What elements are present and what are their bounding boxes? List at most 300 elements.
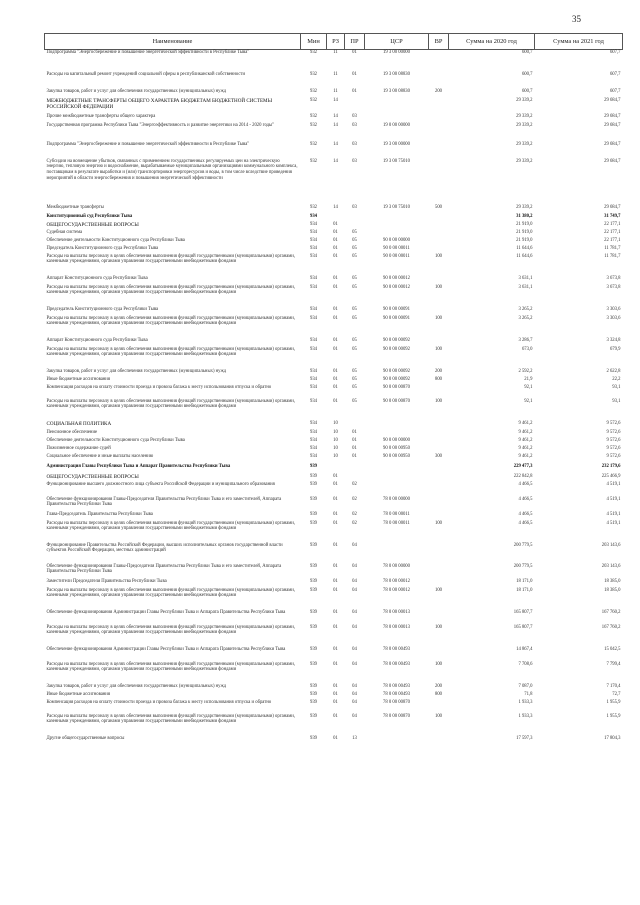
row-pr-cell: 04 [352, 578, 357, 584]
row-vr-cell [429, 159, 449, 205]
row-name-cell: Закупка товаров, работ и услуг для обеспечения государственных (муниципальных) нужд [46, 88, 227, 94]
row-rz-cell: 14 [333, 158, 338, 164]
row-sum-2020-cell: 29 339,2 [516, 158, 533, 164]
row-sum-2020-cell: 29 339,2 [516, 113, 533, 119]
row-sum-2020-cell: 1 933,3 [518, 699, 533, 705]
row-csr-cell: 90 0 00 00091 [383, 306, 410, 312]
row-name-cell: Иные бюджетные ассигнования [46, 376, 110, 382]
row-rz-cell: 01 [333, 284, 338, 290]
row-vr-cell [429, 114, 449, 123]
row-vr-cell [429, 142, 449, 159]
row-vr-cell: 800 [434, 376, 443, 382]
row-rz-cell: 01 [333, 609, 338, 615]
row-csr-cell: 19 3 00 08830 [383, 71, 410, 77]
row-name-cell: Субсидии на возмещение убытков, связанных с применением государственных регулируемых цен на электрическую энергию, тепловую энергию и водоснабжение, вырабатываемые муниципальными организациями коммунального комплекса, поставщикам в результате выработки и (или) транспортировки энергоресурсов и воды, в том числе вследствие проведения мероприятий в области энергосбережения и повышения энергетической эффективности [46, 158, 298, 182]
row-vr-cell [429, 50, 449, 72]
row-csr-cell [365, 474, 429, 482]
row-name-cell: Государственная программа Республики Тыва "Энергоэффективность и развитие энергетики на 2014 - 2020 годы" [46, 122, 275, 128]
row-rz-cell: 01 [333, 563, 338, 569]
table-row [45, 98, 623, 114]
row-pr-cell: 04 [352, 691, 357, 697]
row-sum-2021-cell: 167 760,2 [601, 609, 621, 615]
row-min-cell: 939 [309, 699, 318, 705]
row-sum-2021-cell: 22 177,1 [604, 229, 621, 235]
row-pr-cell: 02 [352, 496, 357, 502]
row-sum-2021-cell: 607,7 [609, 50, 621, 55]
row-sum-2021-cell: 607,7 [609, 71, 621, 77]
row-min-cell: 932 [309, 122, 318, 128]
row-sum-2020-cell: 200 779,5 [513, 563, 533, 569]
row-name-cell: Функционирование высшего должностного лица субъекта Российской Федерации и муниципального образования [46, 481, 275, 487]
row-pr-cell: 05 [352, 275, 357, 281]
row-sum-2020-cell: 3 286,7 [518, 337, 533, 343]
row-name-cell: Функционирование Правительства Российской Федерации, высших исполнительных органов государственной власти субъектов Российской Федерации, местных администраций [46, 542, 283, 554]
row-name-cell: Компенсация расходов на оплату стоимости проезда и провоза багажа к месту использования отпуска и обратно [46, 384, 272, 390]
row-min-cell: 939 [309, 646, 318, 652]
row-sum-2021-cell: 3 324,8 [606, 337, 621, 343]
row-sum-2021-cell: 3 303,6 [606, 306, 621, 312]
row-vr-cell [429, 222, 449, 230]
row-min-cell: 939 [309, 661, 318, 667]
row-vr-cell [429, 497, 449, 512]
row-name-cell: Обеспечение функционирования Главы-Председателя Правительства Республики Тыва и его заместителей, Аппарата Правительства Республики Тыва [46, 563, 282, 575]
row-csr-cell: 78 0 00 00493 [383, 661, 410, 667]
table-row [45, 482, 623, 497]
row-vr-cell: 100 [434, 713, 443, 719]
row-name-cell: Обеспечение деятельности Конституционного суда Республики Тыва [46, 437, 185, 443]
table-row [45, 421, 623, 430]
table-row [45, 521, 623, 543]
row-min-cell: 932 [309, 50, 318, 55]
row-sum-2021-cell: 31 749,7 [604, 213, 621, 219]
row-sum-2020-cell: 9 461,2 [518, 445, 533, 451]
table-row [45, 625, 623, 647]
row-sum-2021-cell: 93,1 [612, 398, 621, 404]
row-vr-cell [429, 700, 449, 714]
table-row [45, 564, 623, 579]
row-sum-2021-cell: 11 781,7 [604, 253, 621, 259]
budget-table [44, 33, 623, 745]
row-name-cell: Расходы на выплаты персоналу в целях обеспечения выполнения функций государственными (муниципальными) органами, казенными учреждениями, органами управления государственными внебюджетными фондами [46, 253, 295, 265]
table-row [45, 377, 623, 385]
row-sum-2020-cell: 21 919,0 [516, 237, 533, 243]
row-pr-cell: 01 [352, 445, 357, 451]
row-min-cell: 934 [309, 337, 318, 343]
row-sum-2020-cell: 21 919,0 [516, 221, 533, 227]
row-vr-cell: 100 [434, 587, 443, 593]
row-sum-2021-cell: 9 572,6 [606, 429, 621, 435]
row-pr-cell: 05 [352, 253, 357, 259]
row-min-cell: 934 [309, 437, 318, 443]
row-pr-cell: 03 [352, 158, 357, 164]
row-rz-cell: 01 [333, 578, 338, 584]
row-rz-cell: 10 [333, 420, 338, 426]
row-min-cell: 934 [309, 315, 318, 321]
table-row [45, 238, 623, 246]
table-row [45, 246, 623, 254]
row-vr-cell [429, 610, 449, 625]
row-min-cell: 934 [309, 420, 318, 426]
row-min-cell: 934 [309, 229, 318, 235]
row-vr-cell: 100 [434, 315, 443, 321]
row-vr-cell [429, 421, 449, 430]
row-sum-2021-cell: 72,7 [612, 691, 621, 697]
row-sum-2020-cell: 222 842,8 [513, 473, 533, 479]
table-row [45, 205, 623, 214]
row-vr-cell [429, 543, 449, 564]
row-rz-cell: 01 [333, 376, 338, 382]
row-name-cell: Глава-Председатель Правительства Республики Тыва [46, 511, 153, 517]
row-name-cell: Расходы на выплаты персоналу в целях обеспечения выполнения функций государственными (муниципальными) органами, казенными учреждениями, органами управления государственными внебюджетными фондами [46, 398, 295, 410]
row-pr-cell: 05 [352, 306, 357, 312]
row-csr-cell: 19 0 00 00000 [383, 122, 410, 128]
row-name-cell: Подпрограмма "Энергосбережение и повышение энергетической эффективности в Республике Тыва" [46, 141, 250, 147]
row-rz-cell: 01 [333, 735, 338, 741]
row-rz-cell: 01 [333, 221, 338, 227]
row-name-cell: Аппарат Конституционного суда Республики Тыва [46, 275, 148, 281]
row-name-cell: Расходы на капитальный ремонт учреждений социальной сферы в республиканской собственности [46, 71, 245, 77]
row-sum-2020-cell: 3 631,1 [518, 275, 533, 281]
row-pr-cell: 01 [352, 453, 357, 459]
row-pr-cell: 05 [352, 368, 357, 374]
row-vr-cell [429, 512, 449, 521]
row-pr-cell: 03 [352, 113, 357, 119]
table-row [45, 347, 623, 369]
row-name-cell: Социальное обеспечение и иные выплаты населению [46, 453, 154, 459]
row-sum-2021-cell: 17 804,3 [604, 735, 621, 741]
row-sum-2021-cell: 4 519,1 [606, 481, 621, 487]
row-min-cell: 939 [309, 473, 318, 479]
row-sum-2020-cell: 31 380,2 [516, 213, 533, 219]
table-row [45, 543, 623, 564]
row-csr-cell: 19 3 00 75010 [383, 204, 410, 210]
row-sum-2021-cell: 225 466,9 [601, 473, 621, 479]
row-rz-cell [327, 464, 345, 474]
row-sum-2021-cell: 679,9 [609, 346, 621, 352]
row-min-cell: 939 [309, 683, 318, 689]
row-pr-cell: 04 [352, 587, 357, 593]
row-csr-cell [365, 464, 429, 474]
row-name-cell: Расходы на выплаты персоналу в целях обеспечения выполнения функций государственными (муниципальными) органами, казенными учреждениями, органами управления государственными внебюджетными фондами [46, 713, 295, 725]
row-vr-cell [429, 123, 449, 142]
row-rz-cell: 14 [333, 122, 338, 128]
row-csr-cell: 90 0 00 00870 [383, 398, 410, 404]
row-sum-2021-cell: 1 955,9 [606, 713, 621, 719]
row-sum-2020-cell: 9 461,2 [518, 437, 533, 443]
row-rz-cell: 01 [333, 346, 338, 352]
row-vr-cell: 100 [434, 661, 443, 667]
row-sum-2020-cell: 165 807,7 [513, 624, 533, 630]
row-rz-cell: 01 [333, 511, 338, 517]
row-sum-2020-cell: 7 708,6 [518, 661, 533, 667]
row-csr-cell [365, 736, 429, 745]
table-row [45, 736, 623, 745]
row-vr-cell: 200 [434, 88, 443, 94]
row-pr-cell: 05 [352, 237, 357, 243]
row-name-cell: Закупка товаров, работ и услуг для обеспечения государственных (муниципальных) нужд [46, 368, 227, 374]
row-rz-cell: 01 [333, 542, 338, 548]
row-vr-cell [429, 564, 449, 579]
row-name-cell: Председатель Конституционного суда Республики Тыва [46, 245, 159, 251]
row-min-cell: 932 [309, 113, 318, 119]
row-csr-cell: 78 0 00 00011 [383, 520, 410, 526]
header-vr: ВР [429, 34, 449, 50]
table-row [45, 446, 623, 454]
row-sum-2020-cell: 14 867,4 [516, 646, 533, 652]
row-pr-cell: 05 [352, 346, 357, 352]
table-row [45, 142, 623, 159]
row-rz-cell: 10 [333, 453, 338, 459]
row-rz-cell: 01 [333, 699, 338, 705]
row-name-cell: Обеспечение функционирования Администрации Главы Республики Тыва и Аппарата Правительства Республики Тыва [46, 646, 286, 652]
row-sum-2020-cell: 1 933,3 [518, 713, 533, 719]
table-row [45, 714, 623, 736]
row-vr-cell: 100 [434, 398, 443, 404]
row-rz-cell: 10 [333, 437, 338, 443]
row-vr-cell [429, 98, 449, 114]
table-row [45, 692, 623, 700]
row-name-cell: Компенсация расходов на оплату стоимости проезда и провоза багажа к месту использования отпуска и обратно [46, 699, 272, 705]
row-pr-cell: 05 [352, 337, 357, 343]
row-csr-cell: 19 3 00 08830 [383, 88, 410, 94]
row-rz-cell: 01 [333, 384, 338, 390]
row-sum-2021-cell: 29 684,7 [604, 122, 621, 128]
row-rz-cell: 10 [333, 429, 338, 435]
header-rz: РЗ [327, 34, 345, 50]
row-sum-2020-cell: 4 466,5 [518, 511, 533, 517]
table-row [45, 254, 623, 276]
row-sum-2020-cell: 21 919,0 [516, 229, 533, 235]
row-pr-cell: 01 [352, 71, 357, 77]
row-csr-cell: 19 3 00 75010 [383, 158, 410, 164]
row-sum-2021-cell: 29 684,7 [604, 141, 621, 147]
row-csr-cell [365, 230, 429, 238]
row-sum-2020-cell: 17 597,3 [516, 735, 533, 741]
row-csr-cell: 90 0 00 00000 [383, 437, 410, 443]
row-min-cell: 939 [309, 511, 318, 517]
row-csr-cell: 90 0 00 00012 [383, 275, 410, 281]
header-sum-2020: Сумма на 2020 год [449, 34, 535, 50]
row-sum-2021-cell: 18 385,0 [604, 578, 621, 584]
row-sum-2021-cell: 3 673,8 [606, 275, 621, 281]
table-row [45, 316, 623, 338]
row-csr-cell: 78 0 00 00012 [383, 578, 410, 584]
row-csr-cell: 19 3 00 00000 [383, 50, 410, 55]
row-sum-2020-cell: 3 265,2 [518, 315, 533, 321]
row-pr-cell: 02 [352, 511, 357, 517]
row-rz-cell: 01 [333, 646, 338, 652]
row-sum-2021-cell: 93,1 [612, 384, 621, 390]
row-rz-cell: 14 [333, 141, 338, 147]
row-rz-cell: 01 [333, 520, 338, 526]
row-sum-2021-cell: 2 622,8 [606, 368, 621, 374]
row-rz-cell: 01 [333, 691, 338, 697]
row-csr-cell: 90 0 00 00092 [383, 376, 410, 382]
row-pr-cell: 04 [352, 683, 357, 689]
row-rz-cell: 01 [333, 661, 338, 667]
row-rz-cell: 01 [333, 624, 338, 630]
row-pr-cell [345, 214, 365, 222]
row-sum-2020-cell: 4 466,5 [518, 496, 533, 502]
row-rz-cell: 01 [333, 398, 338, 404]
row-csr-cell: 90 0 00 00091 [383, 315, 410, 321]
row-name-cell: Иные бюджетные ассигнования [46, 691, 110, 697]
row-sum-2021-cell: 3 673,8 [606, 284, 621, 290]
row-sum-2020-cell: 165 807,7 [513, 609, 533, 615]
row-pr-cell: 02 [352, 520, 357, 526]
row-min-cell: 939 [309, 578, 318, 584]
row-sum-2021-cell: 29 684,7 [604, 97, 621, 103]
row-sum-2020-cell: 21,9 [524, 376, 533, 382]
row-sum-2020-cell: 600,7 [521, 88, 533, 94]
row-pr-cell [345, 222, 365, 230]
row-vr-cell: 800 [434, 691, 443, 697]
row-sum-2020-cell: 29 339,2 [516, 122, 533, 128]
row-sum-2021-cell: 4 519,1 [606, 496, 621, 502]
row-min-cell: 934 [309, 445, 318, 451]
row-rz-cell: 14 [333, 204, 338, 210]
row-pr-cell: 05 [352, 245, 357, 251]
row-sum-2021-cell: 22 177,1 [604, 221, 621, 227]
row-rz-cell: 01 [333, 496, 338, 502]
row-pr-cell [345, 421, 365, 430]
row-vr-cell: 100 [434, 624, 443, 630]
row-pr-cell: 05 [352, 376, 357, 382]
row-csr-cell: 90 0 00 00012 [383, 284, 410, 290]
row-pr-cell: 03 [352, 122, 357, 128]
row-rz-cell: 01 [333, 683, 338, 689]
row-csr-cell [365, 430, 429, 438]
row-sum-2021-cell: 9 572,6 [606, 445, 621, 451]
row-min-cell: 934 [309, 237, 318, 243]
row-pr-cell: 05 [352, 229, 357, 235]
row-csr-cell: 90 0 00 00000 [383, 237, 410, 243]
row-min-cell: 939 [309, 735, 318, 741]
row-min-cell: 939 [309, 463, 318, 469]
table-row [45, 438, 623, 446]
row-sum-2021-cell: 232 179,6 [601, 463, 621, 469]
row-vr-cell [429, 438, 449, 446]
row-sum-2021-cell: 9 572,6 [606, 453, 621, 459]
row-min-cell: 939 [309, 609, 318, 615]
table-row [45, 276, 623, 285]
row-vr-cell [429, 464, 449, 474]
row-csr-cell: 90 0 00 00870 [383, 384, 410, 390]
row-vr-cell: 100 [434, 253, 443, 259]
row-rz-cell: 14 [333, 113, 338, 119]
table-row [45, 399, 623, 421]
row-rz-cell: 01 [333, 337, 338, 343]
table-row [45, 230, 623, 238]
row-rz-cell: 11 [333, 88, 338, 94]
row-rz-cell: 11 [333, 50, 338, 55]
row-pr-cell: 04 [352, 624, 357, 630]
table-row [45, 89, 623, 98]
row-name-cell: Пенсионное обеспечение [46, 429, 98, 435]
row-csr-cell: 78 0 00 00000 [383, 496, 410, 502]
row-sum-2020-cell: 92,1 [524, 384, 533, 390]
row-csr-cell: 78 0 00 00493 [383, 691, 410, 697]
page-number: 35 [572, 14, 581, 24]
row-sum-2020-cell: 4 466,5 [518, 520, 533, 526]
row-csr-cell: 78 0 00 00011 [383, 511, 410, 517]
row-pr-cell: 04 [352, 609, 357, 615]
row-rz-cell: 11 [333, 71, 338, 77]
header-name: Наименование [45, 34, 301, 50]
row-rz-cell: 01 [333, 229, 338, 235]
row-csr-cell: 78 0 00 00870 [383, 713, 410, 719]
row-name-cell: Расходы на выплаты персоналу в целях обеспечения выполнения функций государственными (муниципальными) органами, казенными учреждениями, органами управления государственными внебюджетными фондами [46, 587, 295, 599]
row-sum-2020-cell: 7 087,0 [518, 683, 533, 689]
row-sum-2020-cell: 18 171,0 [516, 578, 533, 584]
row-sum-2021-cell: 607,7 [609, 88, 621, 94]
row-vr-cell: 100 [434, 520, 443, 526]
row-pr-cell [345, 464, 365, 474]
row-min-cell: 939 [309, 481, 318, 487]
table-row [45, 285, 623, 307]
row-sum-2021-cell: 9 572,6 [606, 420, 621, 426]
table-row [45, 114, 623, 123]
row-min-cell: 934 [309, 429, 318, 435]
row-pr-cell: 01 [352, 429, 357, 435]
row-name-cell: Расходы на выплаты персоналу в целях обеспечения выполнения функций государственными (муниципальными) органами, казенными учреждениями, органами управления государственными внебюджетными фондами [46, 624, 295, 636]
row-pr-cell: 01 [352, 50, 357, 55]
table-row [45, 474, 623, 482]
row-sum-2021-cell: 203 143,6 [601, 542, 621, 548]
row-vr-cell [429, 430, 449, 438]
row-min-cell: 932 [309, 88, 318, 94]
row-csr-cell: 90 0 00 00011 [383, 253, 410, 259]
row-min-cell: 934 [309, 275, 318, 281]
table-row [45, 684, 623, 692]
row-rz-cell: 01 [333, 473, 338, 479]
row-sum-2021-cell: 18 385,0 [604, 587, 621, 593]
row-csr-cell: 19 3 00 00000 [383, 141, 410, 147]
row-sum-2021-cell: 15 042,5 [604, 646, 621, 652]
row-rz-cell: 01 [333, 275, 338, 281]
row-csr-cell: 78 0 00 00013 [383, 609, 410, 615]
row-rz-cell: 01 [333, 315, 338, 321]
table-row [45, 159, 623, 205]
row-csr-cell: 78 0 00 00493 [383, 683, 410, 689]
row-min-cell: 934 [309, 453, 318, 459]
row-sum-2020-cell: 9 461,2 [518, 453, 533, 459]
row-min-cell: 934 [309, 384, 318, 390]
row-name-cell: Расходы на выплаты персоналу в целях обеспечения выполнения функций государственными (муниципальными) органами, казенными учреждениями, органами управления государственными внебюджетными фондами [46, 661, 295, 673]
row-rz-cell: 01 [333, 253, 338, 259]
row-sum-2020-cell: 673,0 [521, 346, 533, 352]
header-min: Мин [301, 34, 327, 50]
row-min-cell: 934 [309, 398, 318, 404]
table-row [45, 579, 623, 588]
row-sum-2020-cell: 2 592,2 [518, 368, 533, 374]
row-sum-2021-cell: 167 760,2 [601, 624, 621, 630]
row-name-cell: Администрация Главы Республики Тыва и Аппарат Правительства Республики Тыва [46, 463, 231, 469]
row-rz-cell [327, 214, 345, 222]
row-csr-cell [365, 214, 429, 222]
table-row [45, 338, 623, 347]
row-pr-cell [345, 98, 365, 114]
row-min-cell: 934 [309, 221, 318, 227]
table-row [45, 512, 623, 521]
row-vr-cell: 100 [434, 284, 443, 290]
row-pr-cell: 05 [352, 398, 357, 404]
header-sum-2021: Сумма на 2021 год [535, 34, 623, 50]
row-sum-2020-cell: 600,7 [521, 50, 533, 55]
row-vr-cell [429, 446, 449, 454]
row-csr-cell: 90 0 00 00092 [383, 346, 410, 352]
row-sum-2021-cell: 7 799,4 [606, 661, 621, 667]
